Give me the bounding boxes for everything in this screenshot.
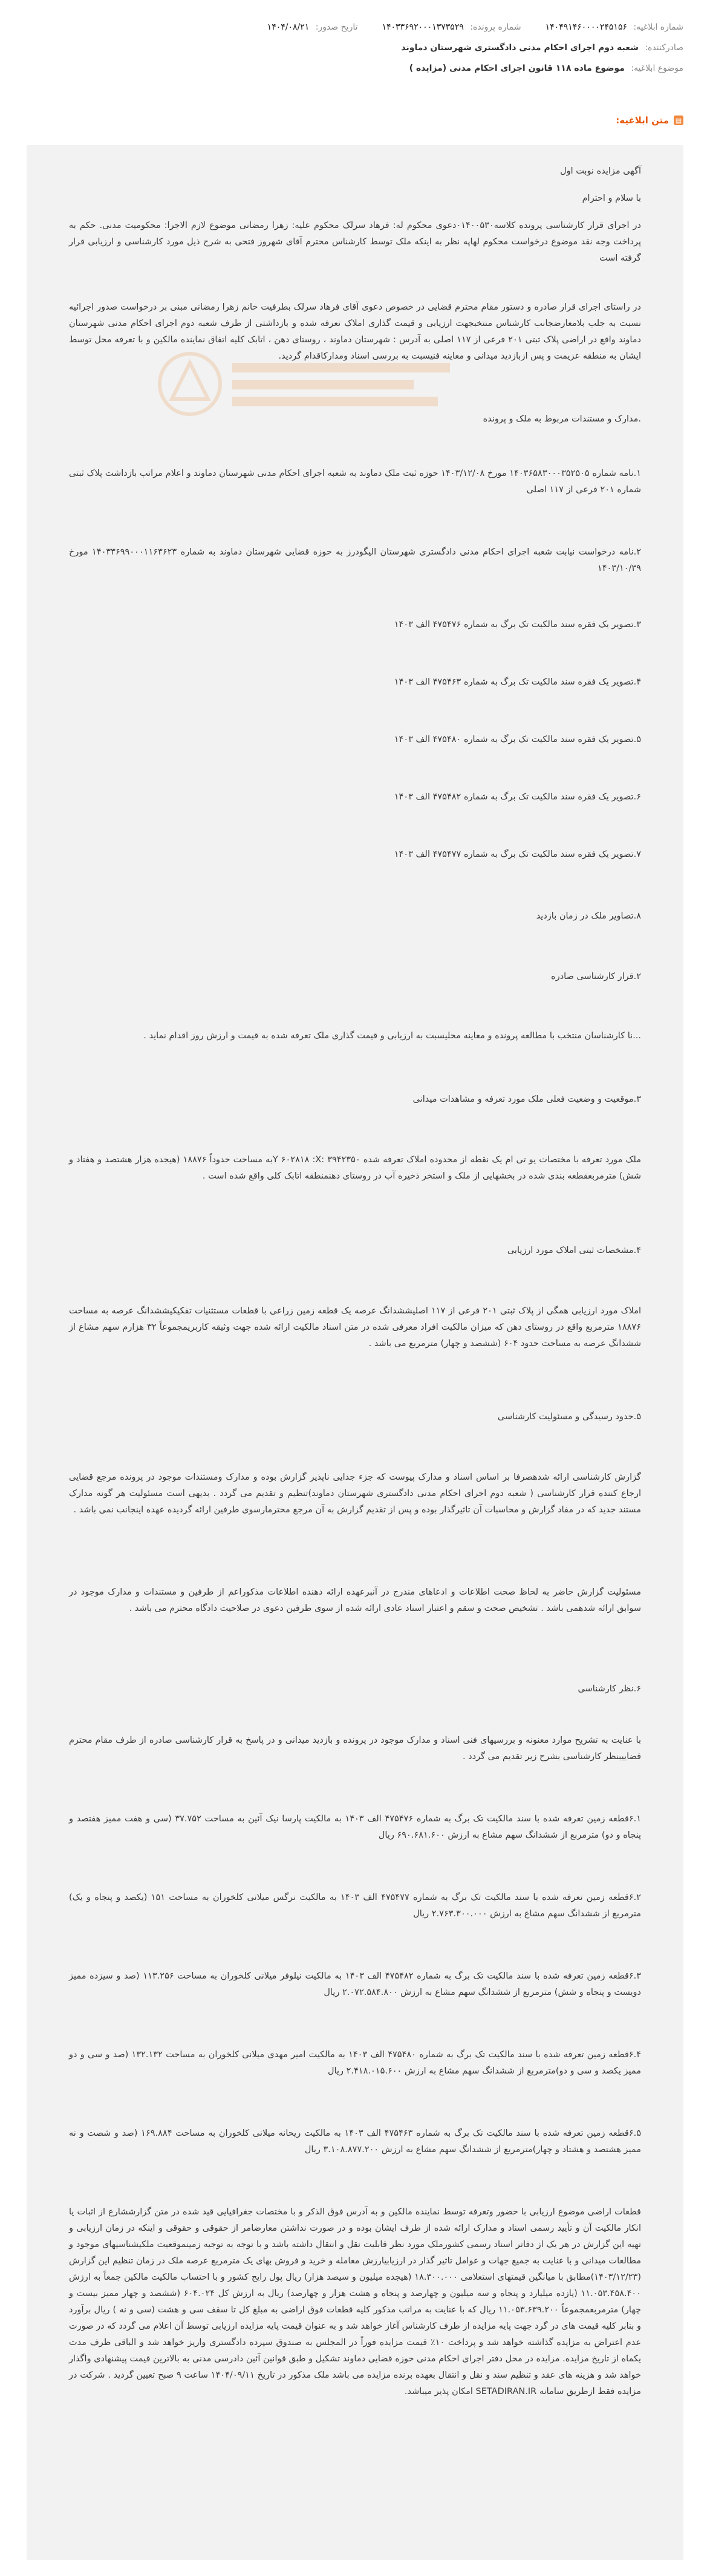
section-registration: ۴.مشخصات ثبتی املاک مورد ارزیابی [507,1246,641,1255]
case-number [382,22,521,32]
issue-date-label: تاریخ صدور: [315,22,358,32]
section-order: ۲.قرار کارشناسی صادره [551,972,641,981]
notice-meta [27,17,683,79]
paragraph-opinion: با عنایت به تشریح موارد معنونه و بررسیهای فنی اسناد و مدارک موجود در پرونده و بازدید میدانی و در پاسخ به قرار کارشناسی صادره از طرف مقام محترم قضاییبنظر کارشناسی بشرح زیر تقدیم می گردد . [69,1735,641,1761]
meta-row-issuer [27,37,683,58]
paragraph-order: ...نا کارشناسان منتخب با مطالعه پرونده و معاینه محلیسبت به ارزیابی و قیمت گذاری ملک تعرفه شده به قیمت و ارزش روز اقدام نماید . [143,1031,641,1041]
issuer [401,43,683,53]
notice-number [546,22,683,32]
paragraph-registration: املاک مورد ارزیابی همگی از پلاک ثبتی ۲۰۱ فرعی از ۱۱۷ اصلیششدانگ عرصه یک قطعه زمین زراعی با قطعات مستثنیات تفکیکیششدانگ عرصه به مساحت ۱۸۸۷۶ مترمربع واقع در روستای دهن که میزان مالکیت افراد معرفی شده در متن اسناد مالکیت ارائه شده جهت وثیقه کاربریمجموعاً ۳۲ هزارم سهم مشاع از ششدانگ عرصه به مساحت حدود ۶۰۴ (ششصد و چهار) مترمربع می باشد . [69,1306,641,1348]
paragraph-execution: در راستای اجرای قرار صادره و دستور مقام محترم قضایی در خصوص دعوی آقای فرهاد سرلک بطرفیت خانم زهرا رمضانی مبنی بر درخواست صدور اجرائیه نسبت به جلب بلامعارضجانب کارشناس منتخبجهت ارزیابی و قیمت گذاری املاک تعرفه شده و بازداشتی از طرف شعبه دوم اجرای احکام مدنی شهرستان دماوند واقع در اراضی پلاک ثبتی ۲۰۱ فرعی از ۱۱۷ اصلی به آدرس : شهرستان دماوند ، روستای دهن ، اتابک کلیه اتفاق نماینده مالکین و با تعرفه محل توسط ایشان به منطقه عزیمت و پس ازبازدید میدانی و معاینه فنیسبت به بررسی اسناد ومدارکاقدام گردید. [69,302,641,361]
document-icon: ▤ [674,115,683,125]
section-location: ۳.موقعیت و وضعیت فعلی ملک مورد تعرفه و مشاهدات میدانی [412,1094,641,1104]
subject [409,63,683,73]
issuer-value: شعبه دوم اجرای احکام مدنی دادگستری شهرستان دماوند [401,43,639,53]
issuer-label: صادرکننده: [645,43,683,53]
paragraph-location: ملک مورد تعرفه با مختصات یو تی ام یک نقطه از محدوده املاک تعرفه شده ۳۹۴۲۳۵۰ :Y ۶۰۲۸۱۸ :Xبه مساحت حدوداً ۱۸۸۷۶ (هیجده هزار هشتصد و هفتاد و شش) مترمربعقطعه بندی شده در بخشهایی از ملک و استخر ذخیره آب در روستای دهنمنطقه اتابک کلی واقع شده است . [69,1155,641,1181]
notice-body-panel [27,145,683,2560]
section-scope: ۵.حدود رسیدگی و مسئولیت کارشناسی [497,1412,641,1422]
subject-value: موضوع ماده ۱۱۸ قانون اجرای احکام مدنی (مزایده ) [409,63,625,73]
valuation-item-2: ۶.۲قطعه زمین تعرفه شده با سند مالکیت تک برگ به شماره ۴۷۵۴۷۷ الف ۱۴۰۳ به مالکیت نرگس میلانی کلخوران به مساحت ۱۵۱ (یکصد و پنجاه و یک) مترمربع از ششدانگ سهم مشاع به ارزش ۲.۷۶۳.۳۰۰.۰۰۰ ریال [69,1893,641,1919]
valuation-item-3: ۶.۳قطعه زمین تعرفه شده با سند مالکیت تک برگ به شماره ۴۷۵۴۸۲ الف ۱۴۰۳ به مالکیت نیلوفر میلانی کلخوران به مساحت ۱۱۳.۲۵۶ (صد و سیزده ممیز دویست و پنجاه و شش) مترمربع از ششدانگ سهم مشاع به ارزش ۲.۰۷۲.۵۸۴.۸۰۰ ریال [69,1971,641,1997]
doc-item-3: ۳.تصویر یک فقره سند مالکیت تک برگ به شماره ۴۷۵۴۷۶ الف ۱۴۰۳ [394,620,641,629]
doc-item-6: ۶.تصویر یک فقره سند مالکیت تک برگ به شماره ۴۷۵۴۸۲ الف ۱۴۰۳ [394,792,641,802]
paragraph-greeting: با سلام و احترام [582,194,641,203]
paragraph-conclusion: قطعات اراضی موضوع ارزیابی با حضور وتعرفه توسط نماینده مالکین و به آدرس فوق الذکر و با مختصات جغرافیایی قید شده در متن گزارششارع از اثبات یا انکار مالکیت آن و تأیید رسمی اسناد و مدارک ارائه شده از طرف ایشان بوده و در صورت نداشتن معارضامر از حقوقی و حقوقی و اینکه در زمان ارزیابی و تهیه این گزارش در هر یک از دفاتر اسناد رسمی کشورملک مورد نظر قابلیت نقل و انتقال داشته باشد و با توجه به توجیه زمینموقعیت ملکیشناسیهای موجود و مطالعات میدانی و با عنایت به جمیع جهات و عوامل تاثیر گذار در ارزیابیارزش معامله و خرید و فروش بهای یک مترمربع عرصه ملک در زمان تنظیم این گزارش (۱۴۰۳/۱۲/۲۳)مطابق با میانگین قیمتهای استعلامی ۱۸.۳۰۰.۰۰۰ (هیجده میلیون و سیصد هزار) ریال پول رایج کشور و با احتساب مالکیت مالکین جمعاً به ارزش ۱۱.۰۵۳.۴۵۸.۴۰۰ (یازده میلیارد و پنجاه و سه میلیون و چهارصد و پنجاه و هشت هزار و چهارصد) ریال به ارزش کل ۶۰۴.۰۲۴ (ششصد و چهار ممیز بیست و چهار) مترمربعمجموعاً ۱۱.۰۵۳.۶۳۹.۲۰۰ ریال که با عنایت به مراتب مذکور کلیه قطعات فوق اراضی به مبلغ کل تا سقف سی و هشت (سی و نه ) ریال برآورد و بنابر کلیه قیمت های در گرد جهت پایه مزایده از طرف کارشناس آغاز خواهد شد و به عنوان قیمت پایه مزایده ارزیابی توسط آن اعلام می گردد که در صورت عدم اعتراض به مزایده گذاشته خواهد شد و پرداخت ۱۰٪ قیمت مزایده فوراً در المجلس به صندوق سپرده دادگستری واریز خواهد شد و الباقی ظرف مدت یکماه از تاریخ مزایده. مزایده در محل دفتر اجرای احکام مدنی حوزه قضایی دماوند تشکیل و طبق قوانین آئین دادرسی مدنی به بالاترین قیمت پیشنهادی واگذار خواهد شد و هزینه های عقد و تنظیم سند و نقل و انتقال بعهده برنده مزایده می باشد ملک مذکور در تاریخ ۱۴۰۴/۰۹/۱۱ ساعت ۹ صبح تعیین گردید . شرکت در مزایده فقط ازطریق سامانه SETADIRAN.IR امکان پذیر میباشد. [69,2207,641,2396]
paragraph-scope: گزارش کارشناسی ارائه شدهصرفا بر اساس اسناد و مدارک پیوست که جزء جدایی ناپذیر گزارش بوده و مدارک ومستندات موجود در پرونده مرجع قضایی ارجاع کننده قرار کارشناسی ( شعبه دوم اجرای احکام مدنی دادگستری شهرستان دماوند)تنظیم و تقدیم می گردد . بدیهی است مسئولیت هر گونه مدارک مستند جدید که در مفاد گزارش و محاسبات آن تاثیرگذار بوده و پس از تقدیم گزارش به آن مرجع محترمارسوی طرفین ارائه گردیده عهده اینجانب نمی باشد . [69,1472,641,1515]
case-number-value: ۱۴۰۳۳۶۹۲۰۰۰۱۳۷۳۵۲۹ [382,22,464,32]
paragraph-intro: در اجرای قرار کارشناسی پرونده کلاسه۰۱۴۰۰۵۳۰دعوی محکوم له: فرهاد سرلک محکوم علیه: زهرا رمضانی موضوع لازم الاجرا: محکومیت مدنی. حکم به پرداخت وجه نقد موضوع درخواست محکوم لهاپه نظر به اینکه ملک توسط کارشناس محترم آقای شهروز فتحی به شرح ذیل مورد کارشناسی و ارزیابی قرار گرفته است [69,221,641,263]
valuation-item-4: ۶.۴قطعه زمین تعرفه شده با سند مالکیت تک برگ به شماره ۴۷۵۴۸۰ الف ۱۴۰۳ به مالکیت امیر مهدی میلانی کلخوران به مساحت ۱۳۲.۱۳۲ (صد و سی و دو ممیز یکصد و سی و دو)مترمربع از ششدانگ سهم مشاع به ارزش ۲.۴۱۸.۰۱۵.۶۰۰ ریال [69,2050,641,2076]
case-number-label: شماره پرونده: [470,22,521,32]
subject-label: موضوع ابلاغیه: [631,63,683,73]
section-documents: .مدارک و مستندات مربوط به ملک و پرونده [483,414,641,424]
meta-row-subject [27,58,683,79]
valuation-item-1: ۶.۱قطعه زمین تعرفه شده با سند مالکیت تک برگ به شماره ۴۷۵۴۷۶ الف ۱۴۰۳ به مالکیت پارسا نیک آئین به مساحت ۳۷.۷۵۲ (سی و هفت ممیز هفتصد و پنجاه و دو) مترمربع از ششدانگ سهم مشاع به ارزش ۶۹۰.۶۸۱.۶۰۰ ریال [69,1814,641,1840]
issue-date-value: ۱۴۰۴/۰۸/۲۱ [267,22,310,32]
doc-item-5: ۵.تصویر یک فقره سند مالکیت تک برگ به شماره ۴۷۵۴۸۰ الف ۱۴۰۳ [394,735,641,744]
notice-number-label: شماره ابلاغیه: [633,22,683,32]
section-opinion: ۶.نظر کارشناسی [578,1684,641,1694]
doc-item-2: ۲.نامه درخواست نیابت شعبه اجرای احکام مدنی دادگستری شهرستان الیگودرز به حوزه قضایی شهرستان دماوند به شماره ۱۴۰۳۳۶۹۹۰۰۰۱۱۶۳۶۲۳ مورخ ۱۴۰۳/۱۰/۳۹ [69,547,641,573]
paragraph-heading: آگهی مزایده نوبت اول [560,166,641,176]
doc-item-8: ۸.تصاویر ملک در زمان بازدید [536,911,641,921]
notice-number-value: ۱۴۰۴۹۱۴۶۰۰۰۰۲۴۵۱۵۶ [545,22,627,32]
doc-item-1: ۱.نامه شماره ۱۴۰۳۶۵۸۳۰۰۰۳۵۲۵۰۵ مورخ ۱۴۰۳/۱۲/۰۸ حوزه ثبت ملک دماوند به شعبه اجرای احکام مدنی شهرستان دماوند و اعلام مراتب بازداشت پلاک ثبتی شماره ۲۰۱ فرعی از ۱۱۷ اصلی [69,469,641,495]
doc-item-7: ۷.تصویر یک فقره سند مالکیت تک برگ به شماره ۴۷۵۴۷۷ الف ۱۴۰۳ [394,850,641,859]
notice-text-title: متن ابلاغیه: [616,115,669,126]
notice-text-heading [616,115,683,126]
doc-item-4: ۴.تصویر یک فقره سند مالکیت تک برگ به شماره ۴۷۵۴۶۳ الف ۱۴۰۳ [394,677,641,687]
valuation-item-5: ۶.۵قطعه زمین تعرفه شده با سند مالکیت تک برگ به شماره ۴۷۵۴۶۳ الف ۱۴۰۳ به مالکیت ریحانه میلانی کلخوران به مساحت ۱۶۹.۸۸۴ (صد و شصت و نه ممیز هشتصد و هشتاد و چهار)مترمربع از ششدانگ سهم مشاع به ارزش ۳.۱۰۸.۸۷۷.۲۰۰ ریال [69,2129,641,2155]
issue-date [267,22,358,32]
meta-row-numbers [27,17,683,37]
paragraph-responsibility: مسئولیت گزارش حاضر به لحاظ صحت اطلاعات و ادعاهای مندرج در آنبرعهده ارائه دهنده اطلاعات مذکوراعم از طرفین و مستندات و مدارک موجود در سوابق ارائه شدهمی باشد . تشخیص صحت و سقم و اعتبار اسناد عادی ارائه شده از سوی طرفین دعوی در صلاحیت دادگاه محترم می باشد . [69,1587,641,1613]
